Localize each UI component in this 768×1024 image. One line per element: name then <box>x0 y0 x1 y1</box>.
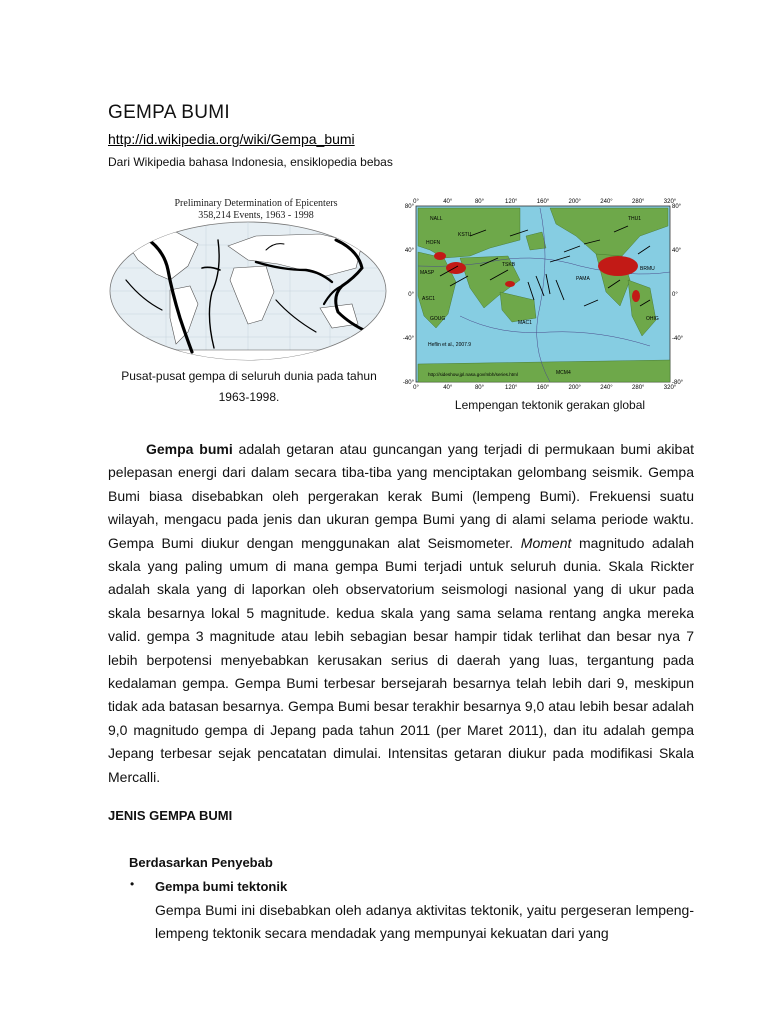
epicenter-caption-line1: Pusat-pusat gempa di seluruh dunia pada tahun <box>121 369 377 383</box>
longitude-tick-bottom: 280° <box>632 385 645 391</box>
paragraph-part2: magnitudo adalah skala yang paling umum di mana gempa Bumi terjadi untuk seluruh dunia. Skala Rickter adalah skala yang di laporkan oleh observatorium seismologi nasional yang di ukur pada skala besarnya lokal 5 magnitude. kedua skala yang sama selama rentang angka mereka valid. gempa 3 magnitude atau lebih sebagian besar hampir tidak terlihat dan besar nya 7 lebih berpotensi menyebabkan kerusakan serius di daerah yang luas, tergantung pada kedalaman gempa. Gempa Bumi terbesar bersejarah besarnya telah lebih dari 9, meskipun tidak ada batasan besarnya. Gempa Bumi besar terakhir besarnya 9,0 atau lebih besar adalah 9,0 magnitudo gempa di Jepang pada tahun 2011 (per Maret 2011), dan itu adalah gempa Jepang terbesar sejak pencatatan dimulai. Intensitas getaran diukur pada modifikasi Skala Mercalli. <box>108 534 695 785</box>
longitude-tick-top: 0° <box>413 199 419 205</box>
longitude-tick-bottom: 120° <box>505 385 518 391</box>
latitude-tick-right: 40° <box>672 248 682 254</box>
latitude-tick-left: -80° <box>402 380 414 386</box>
paragraph-part1: adalah getaran atau guncangan yang terjadi di permukaan bumi akibat pelepasan energi dari dalam secara tiba-tiba yang menciptakan gelombang seismik. Gempa Bumi biasa disebabkan oleh pergerakan kerak Bumi (lempeng Bumi). Frekuensi suatu wilayah, mengacu pada jenis dan ukuran gempa Bumi yang di alami selama periode waktu. Gempa Bumi diukur dengan menggunakan alat Seismometer. <box>108 441 694 551</box>
bullet-title: Gempa bumi tektonik <box>155 879 288 894</box>
longitude-tick-top: 280° <box>632 199 645 205</box>
svg-text:GOUG: GOUG <box>430 316 446 322</box>
epicenter-world-map <box>106 220 390 362</box>
term-gempa-bumi: Gempa bumi <box>146 441 233 457</box>
latitude-ticks-right <box>672 204 684 386</box>
latitude-ticks-left <box>403 204 415 386</box>
tectonic-motion-map <box>400 196 692 392</box>
latitude-tick-right: 80° <box>672 204 682 210</box>
tectonic-motion-map-figure <box>400 196 692 392</box>
italic-moment: Moment <box>520 534 572 551</box>
longitude-tick-top: 320° <box>663 199 677 205</box>
longitude-tick-bottom: 320° <box>663 385 677 391</box>
longitude-tick-top: 200° <box>568 199 581 205</box>
map-credit-text: Heflin et al., 2007.9 <box>428 342 472 348</box>
svg-text:HOFN: HOFN <box>426 240 441 246</box>
longitude-tick-bottom: 0° <box>413 385 419 391</box>
intro-paragraph <box>108 438 694 789</box>
epicenter-map-title-line2: 358,214 Events, 1963 - 1998 <box>198 210 314 221</box>
section-heading: JENIS GEMPA BUMI <box>108 808 233 823</box>
longitude-ticks-bottom <box>413 385 677 391</box>
page-subtitle: Dari Wikipedia bahasa Indonesia, ensiklopedia bebas <box>108 155 393 169</box>
longitude-tick-top: 120° <box>505 199 518 205</box>
svg-text:MCM4: MCM4 <box>556 370 571 376</box>
svg-text:KSTU: KSTU <box>458 232 472 238</box>
latitude-tick-left: 0° <box>408 292 414 298</box>
epicenter-caption-line2: 1963-1998. <box>218 390 280 404</box>
latitude-tick-left: -40° <box>402 336 414 342</box>
svg-text:MAC1: MAC1 <box>518 320 532 326</box>
longitude-tick-bottom: 40° <box>443 385 453 391</box>
latitude-tick-right: -40° <box>672 336 684 342</box>
svg-text:MASP: MASP <box>420 270 435 276</box>
svg-text:OHIG: OHIG <box>646 316 659 322</box>
epicenter-map-title-line1: Preliminary Determination of Epicenters <box>174 198 338 209</box>
epicenter-map-figure <box>106 192 390 362</box>
longitude-tick-top: 240° <box>600 199 613 205</box>
longitude-tick-top: 40° <box>443 199 453 205</box>
longitude-ticks-top <box>413 199 677 205</box>
epicenter-map-title <box>106 198 406 222</box>
longitude-tick-bottom: 160° <box>536 385 550 391</box>
svg-text:THU1: THU1 <box>628 216 642 222</box>
latitude-tick-left: 40° <box>404 248 414 254</box>
latitude-tick-left: 80° <box>404 204 414 210</box>
svg-text:PAMA: PAMA <box>576 276 590 282</box>
epicenter-map-caption <box>104 366 394 408</box>
bullet-description <box>155 899 694 946</box>
longitude-tick-top: 160° <box>536 199 550 205</box>
page-title: GEMPA BUMI <box>108 102 230 123</box>
longitude-tick-bottom: 240° <box>600 385 613 391</box>
longitude-tick-bottom: 200° <box>568 385 581 391</box>
svg-text:BRMU: BRMU <box>640 266 655 272</box>
subsection-heading: Berdasarkan Penyebab <box>129 855 273 870</box>
longitude-tick-bottom: 80° <box>474 385 485 391</box>
latitude-tick-right: -80° <box>672 380 684 386</box>
longitude-tick-top: 80° <box>474 199 485 205</box>
svg-text:NALL: NALL <box>430 216 443 222</box>
source-link[interactable]: http://id.wikipedia.org/wiki/Gempa_bumi <box>108 131 355 147</box>
bullet-description-text: Gempa Bumi ini disebabkan oleh adanya aktivitas tektonik, yaitu pergeseran lempeng-lempeng tektonik secara mendadak yang mempunyai kekuatan dari yang <box>155 902 694 942</box>
latitude-tick-right: 0° <box>672 292 678 298</box>
tectonic-map-caption: Lempengan tektonik gerakan global <box>454 398 646 412</box>
svg-text:ASC1: ASC1 <box>422 296 436 302</box>
svg-text:TSKB: TSKB <box>502 262 516 268</box>
bullet-point: • <box>130 877 135 891</box>
map-source-url: http://sideshow.jpl.nasa.gov/mbh/series.html <box>428 372 518 377</box>
